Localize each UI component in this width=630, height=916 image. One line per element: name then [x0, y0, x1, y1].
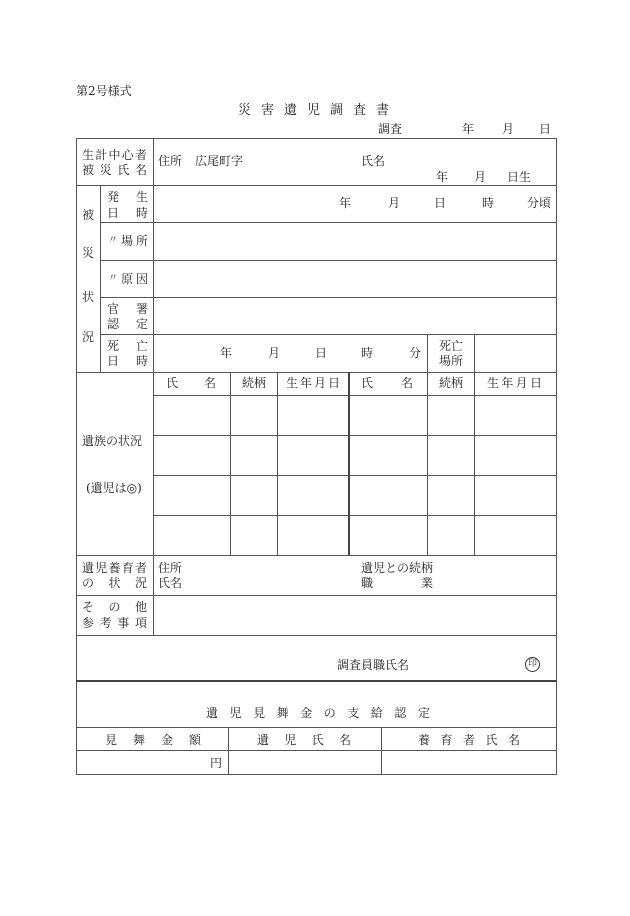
birth-day[interactable]: 日生: [507, 170, 532, 184]
death-place-label-1: 死亡: [439, 339, 464, 353]
address-label: 住所: [158, 154, 183, 168]
col-divider: [100, 185, 101, 372]
head-of-household-label-2: 被災氏名: [82, 163, 147, 177]
form-number: 第2号様式: [76, 84, 132, 98]
amount-unit: 円: [210, 756, 223, 770]
authority-label-1: 官署: [107, 302, 148, 316]
death-year[interactable]: 年: [220, 346, 233, 360]
birth-year[interactable]: 年: [436, 170, 449, 184]
cause-field[interactable]: [154, 261, 556, 297]
family-birthdate-cell[interactable]: [475, 396, 556, 435]
occurrence-minute[interactable]: 分頃: [527, 196, 552, 210]
guardian-occupation-label: 職業: [361, 576, 433, 590]
survey-date-label: 調査: [378, 122, 403, 136]
survey-date-day[interactable]: 日: [539, 122, 552, 136]
col-header-name: 氏名: [166, 376, 216, 390]
death-day[interactable]: 日: [315, 346, 328, 360]
occurrence-label-1: 発生: [107, 190, 148, 204]
death-label-1: 死亡: [107, 339, 148, 353]
head-of-household-label-1: 生計中心者: [82, 148, 147, 162]
row-divider: [76, 372, 557, 373]
table-border-top: [76, 138, 557, 139]
death-place-field[interactable]: [475, 335, 556, 372]
col-header-name: 氏名: [361, 376, 413, 390]
authority-label-2: 認定: [107, 317, 148, 331]
family-birthdate-cell[interactable]: [278, 476, 348, 515]
payment-title: 遺児見舞金の支給認定: [206, 706, 430, 720]
investigator-label: 調査員職氏名: [337, 658, 410, 672]
payment-amount-field[interactable]: [77, 751, 227, 774]
seal-icon: 印: [525, 657, 540, 672]
address-value[interactable]: 広尾町字: [195, 154, 244, 168]
family-birthdate-cell[interactable]: [278, 436, 348, 475]
name-label: 氏名: [361, 154, 386, 168]
family-name-cell[interactable]: [350, 436, 427, 475]
family-relation-cell[interactable]: [231, 396, 277, 435]
place-label: 場所: [121, 234, 148, 248]
family-name-cell[interactable]: [154, 516, 230, 555]
guardian-relation-label: 遺児との続柄: [361, 561, 434, 575]
guardian-label-1: 遺児養育者: [82, 561, 147, 575]
other-label-1: その他: [82, 600, 147, 614]
place-field[interactable]: [154, 223, 556, 260]
payment-guardian-name-field[interactable]: [382, 751, 556, 774]
death-month[interactable]: 月: [268, 346, 281, 360]
birth-month[interactable]: 月: [474, 170, 487, 184]
occurrence-year[interactable]: 年: [339, 196, 352, 210]
guardian-address-label: 住所: [158, 561, 183, 575]
family-name-cell[interactable]: [350, 396, 427, 435]
ditto-mark: 〃: [108, 235, 118, 246]
occurrence-day[interactable]: 日: [434, 196, 447, 210]
family-relation-cell[interactable]: [231, 476, 277, 515]
table-border-bottom: [76, 774, 557, 775]
status-group-char: 被: [82, 208, 95, 222]
family-relation-cell[interactable]: [428, 516, 474, 555]
family-relation-cell[interactable]: [231, 436, 277, 475]
family-name-cell[interactable]: [350, 516, 427, 555]
family-birthdate-cell[interactable]: [278, 516, 348, 555]
survey-date-year[interactable]: 年: [462, 122, 475, 136]
authority-field[interactable]: [154, 298, 556, 334]
occurrence-hour[interactable]: 時: [482, 196, 495, 210]
guardian-name-label: 氏名: [158, 576, 183, 590]
payment-col-amount: 見舞金額: [105, 733, 201, 747]
death-label-2: 日時: [107, 354, 148, 368]
ditto-mark: 〃: [108, 273, 118, 284]
col-header-birthdate: 生年月日: [286, 376, 340, 390]
family-name-cell[interactable]: [154, 476, 230, 515]
cause-label: 原因: [121, 272, 148, 286]
status-group-char: 状: [82, 290, 95, 304]
family-relation-cell[interactable]: [231, 516, 277, 555]
family-birthdate-cell[interactable]: [278, 396, 348, 435]
family-relation-cell[interactable]: [428, 396, 474, 435]
row-divider: [76, 635, 557, 636]
family-note: (遺児は◎): [86, 481, 142, 495]
death-minute[interactable]: 分: [409, 346, 422, 360]
col-header-birthdate: 生年月日: [487, 376, 542, 390]
status-group-char: 災: [82, 246, 95, 260]
family-relation-cell[interactable]: [428, 436, 474, 475]
family-name-cell[interactable]: [154, 436, 230, 475]
family-relation-cell[interactable]: [428, 476, 474, 515]
other-notes-field[interactable]: [154, 596, 556, 635]
occurrence-month[interactable]: 月: [388, 196, 401, 210]
payment-child-name-field[interactable]: [229, 751, 380, 774]
death-place-label-2: 場所: [439, 354, 464, 368]
row-divider: [76, 185, 557, 186]
occurrence-label-2: 日時: [107, 206, 148, 220]
family-label: 遺族の状況: [82, 434, 143, 448]
family-name-cell[interactable]: [350, 476, 427, 515]
row-divider: [76, 555, 557, 556]
family-birthdate-cell[interactable]: [475, 516, 556, 555]
col-divider: [153, 138, 154, 635]
col-header-relation: 続柄: [242, 376, 267, 390]
guardian-label-2: の状況: [82, 576, 147, 590]
family-name-cell[interactable]: [154, 396, 230, 435]
section-divider: [76, 680, 557, 682]
other-label-2: 参考事項: [82, 616, 147, 630]
status-group-char: 況: [82, 330, 95, 344]
survey-date-month[interactable]: 月: [502, 122, 515, 136]
row-divider: [76, 727, 557, 728]
family-birthdate-cell[interactable]: [475, 476, 556, 515]
death-hour[interactable]: 時: [361, 346, 374, 360]
family-birthdate-cell[interactable]: [475, 436, 556, 475]
payment-col-child-name: 遺児氏名: [257, 733, 351, 747]
col-header-relation: 続柄: [439, 376, 464, 390]
payment-col-guardian-name: 養育者氏名: [418, 733, 520, 747]
form-title: 災害遺児調査書: [238, 103, 400, 118]
